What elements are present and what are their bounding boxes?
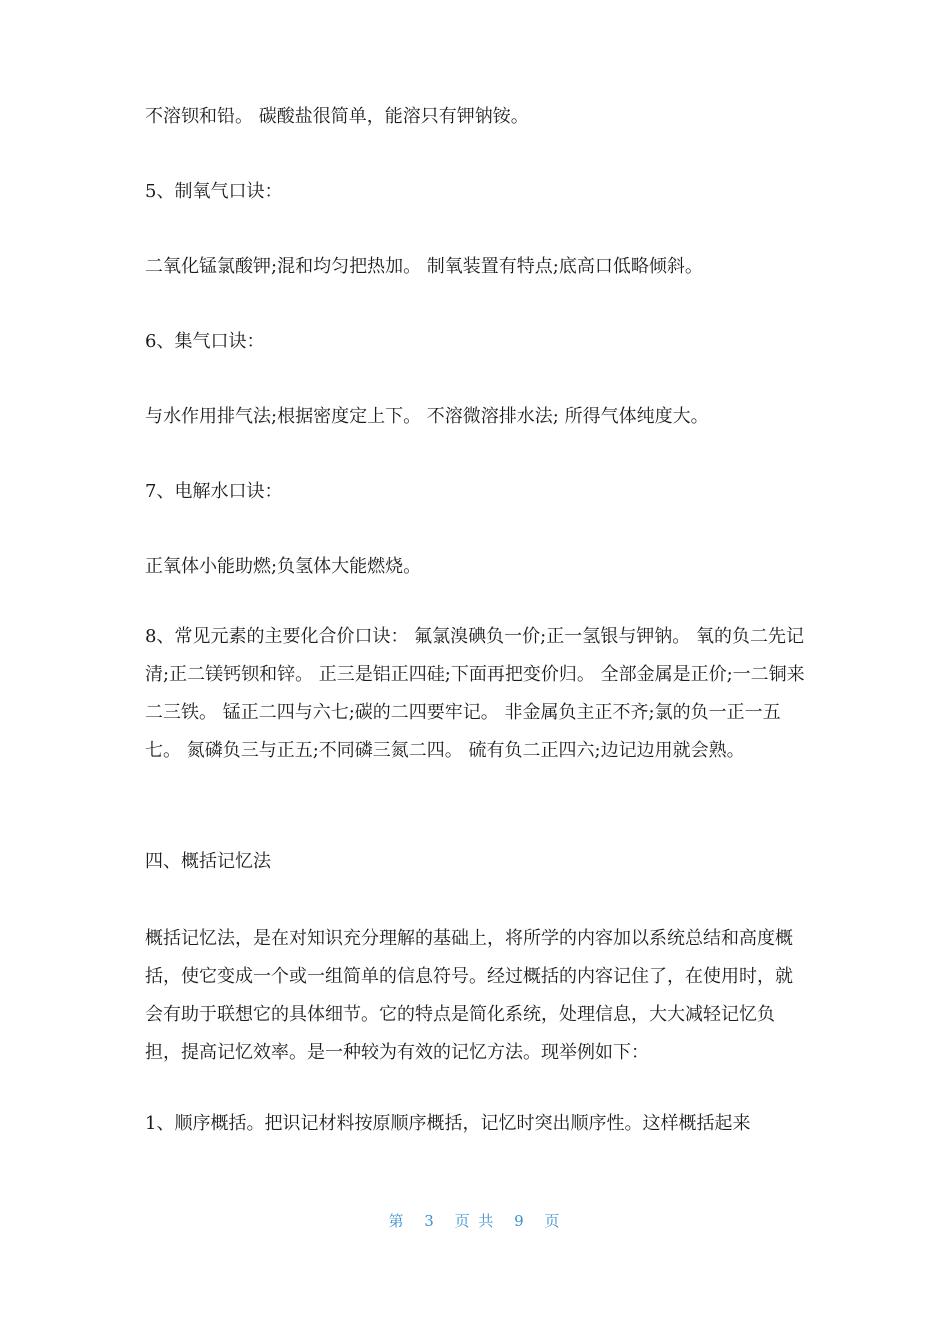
paragraph: 概括记忆法，是在对知识充分理解的基础上，将所学的内容加以系统总结和高度概括，使它变成一个或一组简单的信息符号。经过概括的内容记住了，在使用时，就会有助于联想它的具体细节。它的特点是简化系统，处理信息，大大减轻记忆负担，提高记忆效率。是一种较为有效的记忆方法。现举例如下： [145, 928, 793, 1063]
footer-total-pages: 9 [514, 1212, 526, 1230]
section-heading: 7、电解水口诀： [145, 481, 283, 502]
paragraph: 与水作用排气法;根据密度定上下。 不溶微溶排水法; 所得气体纯度大。 [145, 406, 709, 427]
paragraph: 1、顺序概括。把识记材料按原顺序概括，记忆时突出顺序性。这样概括起来 [145, 1113, 751, 1134]
footer-di: 第 [388, 1212, 406, 1230]
footer-ye: 页 [544, 1212, 562, 1230]
page-footer [0, 1210, 950, 1231]
section-heading: 6、集气口诀： [145, 331, 265, 352]
footer-page-number: 3 [424, 1212, 436, 1230]
paragraph: 正氧体小能助燃;负氢体大能燃烧。 [145, 556, 422, 577]
paragraph: 不溶钡和铅。 碳酸盐很简单，能溶只有钾钠铵。 [145, 106, 529, 127]
section-heading: 四、概括记忆法 [145, 851, 271, 872]
paragraph: 二氧化锰氯酸钾;混和均匀把热加。 制氧装置有特点;底高口低略倾斜。 [145, 256, 703, 277]
paragraph: 8、常见元素的主要化合价口诀： 氟氯溴碘负一价;正一氢银与钾钠。 氧的负二先记清;正二镁钙钡和锌。 正三是铝正四硅;下面再把变价归。 全部金属是正价;一二铜来二三铁。 锰正二四与六七;碳的二四要牢记。 非金属负主正不齐;氯的负一正一五七。 氮磷负三与正五;不同磷三氮二四。 硫有负二正四六;边记边用就会熟。 [145, 626, 805, 761]
section-heading: 5、制氧气口诀： [145, 181, 283, 202]
footer-ye-gong: 页 共 [454, 1212, 496, 1230]
